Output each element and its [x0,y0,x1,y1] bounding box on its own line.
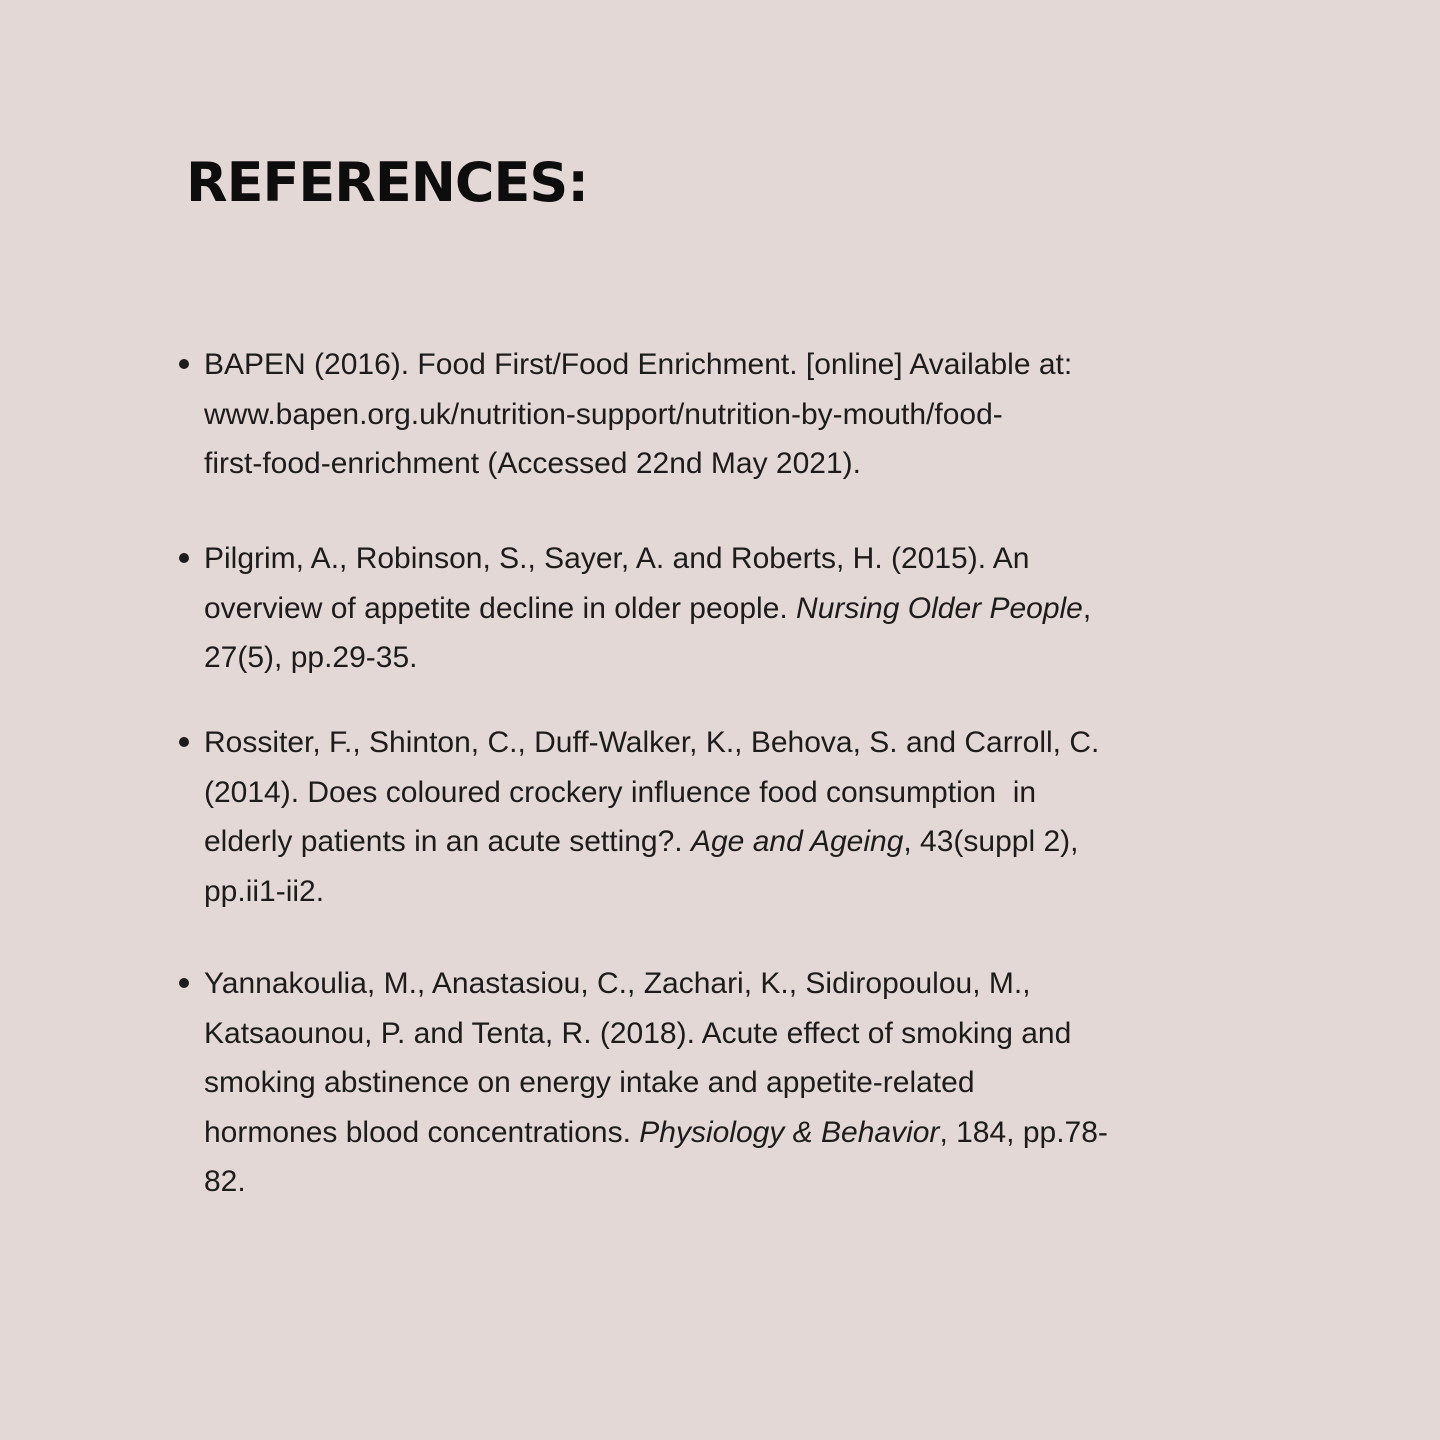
reference-line [204,1108,1234,1158]
reference-line: 82. [204,1165,246,1198]
reference-line: pp.ii1-ii2. [204,874,325,908]
reference-line: BAPEN (2016). Food First/Food Enrichment. [online] Available at: [204,348,1073,381]
reference-text: elderly patients in an acute setting?. [204,825,691,858]
journal-title: Age and Ageing [690,825,904,858]
reference-text: , 184, pp.78- [939,1115,1108,1149]
reference-line: www.bapen.org.uk/nutrition-support/nutrition-by-mouth/food- [204,397,1003,431]
reference-text: hormones blood concentrations. [204,1115,640,1149]
reference-line: 27(5), pp.29-35. [204,641,418,674]
reference-line [204,584,1234,634]
reference-text: overview of appetite decline in older people. [204,591,797,625]
reference-item-bapen [204,340,1234,489]
page-title: REFERENCES: [186,151,588,214]
reference-line [204,817,1234,867]
reference-item-yannakoulia [204,959,1234,1207]
reference-line: Pilgrim, A., Robinson, S., Sayer, A. and Roberts, H. (2015). An [204,542,1030,575]
reference-line: first-food-enrichment (Accessed 22nd May 2021). [204,447,861,480]
reference-line: (2014). Does coloured crockery influence food consumption in [204,775,1037,809]
reference-text: , 43(suppl 2), [903,825,1079,858]
reference-text: , [1082,591,1092,625]
reference-line: Rossiter, F., Shinton, C., Duff-Walker, K., Behova, S. and Carroll, C. [204,726,1100,759]
reference-line: smoking abstinence on energy intake and appetite-related [204,1066,975,1099]
reference-item-rossiter [204,718,1234,916]
reference-line: Katsaounou, P. and Tenta, R. (2018). Acute effect of smoking and [204,1016,1072,1050]
journal-title: Nursing Older People [796,591,1083,625]
journal-title: Physiology & Behavior [639,1115,940,1149]
reference-item-pilgrim [204,534,1234,683]
reference-line: Yannakoulia, M., Anastasiou, C., Zachari, K., Sidiropoulou, M., [204,967,1031,1000]
